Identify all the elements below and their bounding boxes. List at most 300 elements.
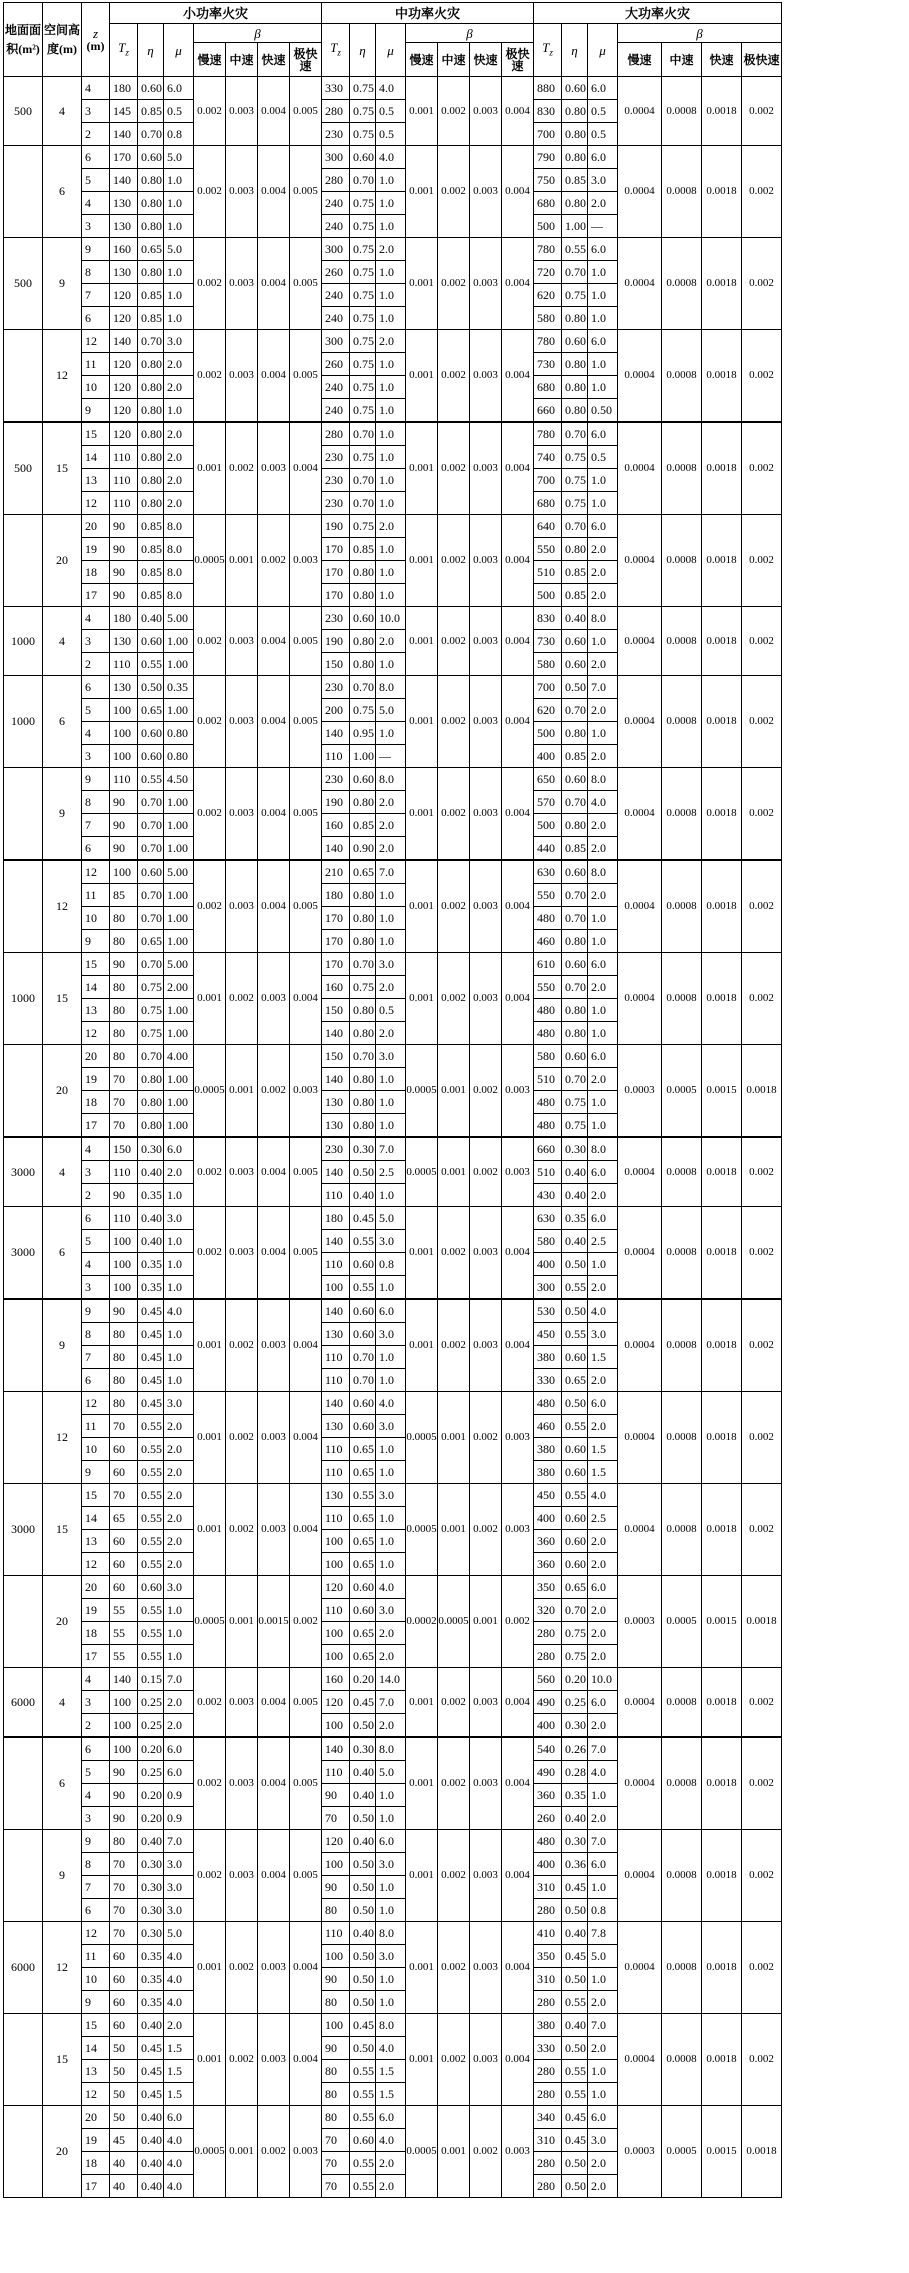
value-cell: 0.50: [562, 1253, 588, 1276]
value-cell: 0.8: [376, 1253, 406, 1276]
z-cell: 14: [82, 1507, 110, 1530]
value-cell: 0.60: [562, 1461, 588, 1484]
value-cell: 1.00: [164, 907, 194, 930]
height-cell: 9: [43, 1830, 82, 1922]
value-cell: 0.60: [562, 653, 588, 676]
z-cell: 18: [82, 2152, 110, 2175]
value-cell: 0.75: [350, 284, 376, 307]
beta-cell: 0.002: [742, 1668, 782, 1738]
value-cell: 0.75: [562, 1645, 588, 1668]
value-cell: 0.75: [350, 238, 376, 261]
value-cell: 1.0: [588, 999, 618, 1022]
value-cell: 500: [534, 215, 562, 238]
beta-cell: 0.0005: [438, 1576, 470, 1668]
value-cell: 0.50: [350, 1899, 376, 1922]
beta-cell: 0.004: [502, 146, 534, 238]
value-cell: 0.60: [138, 1576, 164, 1599]
beta-cell: 0.004: [258, 238, 290, 330]
value-cell: 0.55: [562, 1276, 588, 1300]
value-cell: 0.60: [562, 768, 588, 791]
value-cell: 1.0: [164, 261, 194, 284]
value-cell: 55: [110, 1599, 138, 1622]
value-cell: 3.0: [376, 1484, 406, 1507]
value-cell: 0.80: [138, 446, 164, 469]
table-row: [4, 77, 782, 100]
value-cell: 0.70: [138, 123, 164, 146]
value-cell: 1.0: [376, 1346, 406, 1369]
value-cell: 4.0: [376, 77, 406, 100]
value-cell: 0.20: [138, 1737, 164, 1761]
z-cell: 7: [82, 284, 110, 307]
value-cell: 0.55: [350, 2083, 376, 2106]
value-cell: 0.65: [350, 1461, 376, 1484]
value-cell: 0.40: [138, 607, 164, 630]
value-cell: 0.55: [138, 1530, 164, 1553]
z-cell: 4: [82, 1137, 110, 1161]
value-cell: 750: [534, 169, 562, 192]
value-cell: 2.0: [588, 1599, 618, 1622]
value-cell: 90: [110, 538, 138, 561]
value-cell: 0.55: [138, 1553, 164, 1576]
value-cell: 240: [322, 192, 350, 215]
value-cell: 160: [322, 976, 350, 999]
value-cell: 2.0: [164, 1161, 194, 1184]
eta-header: η: [350, 24, 376, 77]
beta-cell: 0.0008: [662, 146, 702, 238]
z-cell: 7: [82, 1346, 110, 1369]
beta-cell: 0.0018: [702, 1299, 742, 1392]
value-cell: 3.0: [376, 1945, 406, 1968]
value-cell: 0.35: [562, 1784, 588, 1807]
area-cell: 1000: [4, 607, 43, 676]
value-cell: 0.65: [562, 1576, 588, 1599]
value-cell: 0.45: [562, 1876, 588, 1899]
value-cell: 1.0: [376, 1807, 406, 1830]
beta-cell: 0.0008: [662, 676, 702, 768]
value-cell: 110: [322, 1461, 350, 1484]
value-cell: 2.0: [376, 2152, 406, 2175]
beta-cell: 0.001: [194, 2014, 226, 2106]
beta-speed-header: 快速: [470, 43, 502, 77]
beta-cell: 0.0018: [702, 77, 742, 146]
beta-cell: 0.004: [502, 330, 534, 423]
z-cell: 15: [82, 422, 110, 446]
value-cell: 360: [534, 1530, 562, 1553]
value-cell: 6.0: [164, 1737, 194, 1761]
value-cell: 0.70: [350, 1346, 376, 1369]
beta-cell: 0.002: [502, 1576, 534, 1668]
beta-cell: 0.0004: [618, 607, 662, 676]
medium-fire-group-header: 中功率火灾: [322, 3, 534, 24]
beta-cell: 0.0004: [618, 77, 662, 146]
value-cell: 4.0: [588, 1299, 618, 1323]
beta-cell: 0.004: [502, 238, 534, 330]
beta-cell: 0.0005: [662, 1576, 702, 1668]
z-cell: 17: [82, 1114, 110, 1138]
eta-header: η: [562, 24, 588, 77]
eta-header: η: [138, 24, 164, 77]
value-cell: 0.60: [138, 860, 164, 884]
beta-cell: 0.003: [470, 607, 502, 676]
height-cell: 12: [43, 1922, 82, 2014]
value-cell: 1.0: [588, 1968, 618, 1991]
value-cell: 0.65: [350, 1553, 376, 1576]
value-cell: 110: [110, 446, 138, 469]
beta-cell: 0.004: [290, 1484, 322, 1576]
value-cell: 80: [110, 1392, 138, 1415]
value-cell: 0.80: [350, 1091, 376, 1114]
beta-cell: 0.0004: [618, 1299, 662, 1392]
value-cell: 0.35: [138, 1276, 164, 1300]
beta-cell: 0.004: [502, 676, 534, 768]
value-cell: 8.0: [376, 1737, 406, 1761]
beta-cell: 0.0018: [702, 860, 742, 953]
value-cell: 0.80: [138, 261, 164, 284]
value-cell: 0.35: [138, 1968, 164, 1991]
value-cell: 6.0: [164, 1761, 194, 1784]
z-cell: 6: [82, 1737, 110, 1761]
value-cell: 580: [534, 1230, 562, 1253]
value-cell: 0.70: [138, 884, 164, 907]
value-cell: 0.20: [350, 1668, 376, 1691]
value-cell: 140: [322, 1299, 350, 1323]
value-cell: 1.0: [376, 1968, 406, 1991]
value-cell: 100: [322, 2014, 350, 2037]
value-cell: 3.0: [164, 1207, 194, 1230]
beta-cell: 0.0018: [742, 1045, 782, 1138]
beta-cell: 0.002: [194, 77, 226, 146]
beta-cell: 0.002: [438, 1737, 470, 1830]
value-cell: 0.80: [138, 399, 164, 423]
table-row: [4, 146, 782, 169]
value-cell: 620: [534, 699, 562, 722]
value-cell: 130: [322, 1091, 350, 1114]
value-cell: 4.0: [376, 2129, 406, 2152]
beta-cell: 0.003: [470, 422, 502, 515]
value-cell: 0.40: [562, 1230, 588, 1253]
value-cell: 90: [110, 1807, 138, 1830]
beta-cell: 0.002: [226, 1922, 258, 2014]
value-cell: 10.0: [588, 1668, 618, 1691]
value-cell: 0.28: [562, 1761, 588, 1784]
value-cell: 780: [534, 330, 562, 353]
beta-header: β: [618, 24, 782, 43]
value-cell: 2.0: [588, 561, 618, 584]
value-cell: 0.75: [562, 1091, 588, 1114]
value-cell: 1.00: [164, 884, 194, 907]
value-cell: 130: [110, 261, 138, 284]
z-cell: 8: [82, 261, 110, 284]
value-cell: 0.75: [350, 446, 376, 469]
beta-cell: 0.002: [742, 422, 782, 515]
value-cell: 0.30: [138, 1853, 164, 1876]
table-row: [4, 238, 782, 261]
beta-cell: 0.004: [502, 1737, 534, 1830]
value-cell: 0.50: [562, 2152, 588, 2175]
value-cell: 1.0: [164, 169, 194, 192]
value-cell: 0.30: [562, 1137, 588, 1161]
value-cell: 1.00: [350, 745, 376, 768]
beta-cell: 0.002: [438, 2014, 470, 2106]
beta-cell: 0.003: [258, 953, 290, 1045]
beta-cell: 0.003: [470, 146, 502, 238]
z-cell: 20: [82, 1576, 110, 1599]
value-cell: 130: [322, 1323, 350, 1346]
beta-cell: 0.003: [470, 860, 502, 953]
value-cell: 110: [322, 1507, 350, 1530]
value-cell: 0.55: [562, 1484, 588, 1507]
beta-cell: 0.004: [258, 1737, 290, 1830]
value-cell: 400: [534, 1507, 562, 1530]
value-cell: 110: [322, 1438, 350, 1461]
z-cell: 3: [82, 630, 110, 653]
value-cell: 1.0: [376, 1553, 406, 1576]
value-cell: 2.0: [588, 1369, 618, 1392]
value-cell: 0.75: [350, 215, 376, 238]
value-cell: 130: [322, 1114, 350, 1138]
beta-cell: 0.002: [438, 1299, 470, 1392]
table-row: [4, 1299, 782, 1323]
value-cell: 2.0: [164, 1507, 194, 1530]
z-cell: 4: [82, 192, 110, 215]
value-cell: 6.0: [588, 1576, 618, 1599]
beta-cell: 0.001: [438, 1484, 470, 1576]
value-cell: 85: [110, 884, 138, 907]
value-cell: 0.60: [138, 630, 164, 653]
beta-speed-header: 慢速: [618, 43, 662, 77]
value-cell: 0.40: [138, 2152, 164, 2175]
beta-cell: 0.003: [226, 1737, 258, 1830]
beta-cell: 0.003: [502, 1484, 534, 1576]
value-cell: 260: [534, 1807, 562, 1830]
value-cell: 330: [322, 77, 350, 100]
value-cell: 3.0: [588, 1323, 618, 1346]
beta-cell: 0.005: [290, 1207, 322, 1300]
area-cell: [4, 1392, 43, 1484]
value-cell: 0.85: [138, 538, 164, 561]
value-cell: 120: [110, 307, 138, 330]
beta-cell: 0.004: [502, 515, 534, 607]
value-cell: 0.40: [562, 1922, 588, 1945]
beta-cell: 0.003: [470, 238, 502, 330]
beta-cell: 0.002: [194, 1737, 226, 1830]
value-cell: 0.50: [562, 1392, 588, 1415]
beta-cell: 0.005: [290, 1830, 322, 1922]
value-cell: 1.00: [164, 653, 194, 676]
beta-cell: 0.002: [226, 2014, 258, 2106]
beta-cell: 0.004: [258, 768, 290, 861]
value-cell: 1.0: [164, 284, 194, 307]
z-cell: 6: [82, 146, 110, 169]
value-cell: 240: [322, 215, 350, 238]
value-cell: 0.80: [562, 999, 588, 1022]
beta-cell: 0.0005: [194, 2106, 226, 2198]
value-cell: 7.0: [588, 1737, 618, 1761]
value-cell: 55: [110, 1622, 138, 1645]
value-cell: 5.0: [588, 1945, 618, 1968]
area-cell: 1000: [4, 676, 43, 768]
value-cell: 0.40: [138, 1207, 164, 1230]
beta-cell: 0.0018: [702, 1737, 742, 1830]
value-cell: 260: [322, 353, 350, 376]
value-cell: 3.0: [376, 1323, 406, 1346]
value-cell: 0.55: [138, 1599, 164, 1622]
value-cell: 0.70: [138, 330, 164, 353]
value-cell: 80: [110, 1346, 138, 1369]
value-cell: 130: [110, 215, 138, 238]
value-cell: 1.0: [376, 1438, 406, 1461]
value-cell: 6.0: [588, 1045, 618, 1068]
value-cell: 240: [322, 307, 350, 330]
value-cell: 2.0: [588, 1645, 618, 1668]
beta-header: β: [406, 24, 534, 43]
beta-cell: 0.002: [742, 1830, 782, 1922]
z-cell: 2: [82, 123, 110, 146]
beta-cell: 0.0015: [702, 1576, 742, 1668]
value-cell: 0.60: [562, 77, 588, 100]
beta-cell: 0.002: [438, 1207, 470, 1300]
value-cell: 350: [534, 1945, 562, 1968]
value-cell: 2.0: [588, 584, 618, 607]
value-cell: 6.0: [376, 1830, 406, 1853]
value-cell: 140: [322, 1737, 350, 1761]
beta-cell: 0.0008: [662, 330, 702, 423]
value-cell: 2.0: [164, 422, 194, 446]
value-cell: 0.80: [562, 307, 588, 330]
value-cell: 2.0: [588, 837, 618, 861]
value-cell: 150: [110, 1137, 138, 1161]
value-cell: 280: [534, 2175, 562, 2198]
value-cell: 0.36: [562, 1853, 588, 1876]
value-cell: 0.60: [562, 1553, 588, 1576]
value-cell: 2.0: [588, 1622, 618, 1645]
value-cell: 0.55: [138, 768, 164, 791]
beta-cell: 0.0008: [662, 77, 702, 146]
value-cell: 0.60: [350, 1299, 376, 1323]
value-cell: 90: [322, 1968, 350, 1991]
value-cell: 0.20: [138, 1807, 164, 1830]
value-cell: 130: [110, 676, 138, 699]
z-cell: 6: [82, 1899, 110, 1922]
value-cell: 90: [322, 1876, 350, 1899]
beta-cell: 0.0018: [702, 422, 742, 515]
value-cell: 400: [534, 1253, 562, 1276]
value-cell: 1.0: [164, 1369, 194, 1392]
beta-cell: 0.002: [742, 607, 782, 676]
height-cell: 6: [43, 1737, 82, 1830]
value-cell: 0.50: [350, 1853, 376, 1876]
value-cell: 2.0: [588, 1415, 618, 1438]
value-cell: 2.0: [588, 699, 618, 722]
beta-cell: 0.002: [226, 1484, 258, 1576]
value-cell: 100: [110, 1737, 138, 1761]
beta-cell: 0.002: [438, 422, 470, 515]
value-cell: 1.0: [376, 1461, 406, 1484]
value-cell: 0.80: [350, 630, 376, 653]
tz-symbol: T: [330, 39, 338, 55]
value-cell: 70: [110, 1114, 138, 1138]
table-row: [4, 1137, 782, 1161]
value-cell: 1.0: [376, 1068, 406, 1091]
value-cell: 550: [534, 538, 562, 561]
value-cell: 320: [534, 1599, 562, 1622]
value-cell: 1.0: [376, 561, 406, 584]
value-cell: 720: [534, 261, 562, 284]
value-cell: 310: [534, 1876, 562, 1899]
value-cell: 7.8: [588, 1922, 618, 1945]
z-cell: 9: [82, 1299, 110, 1323]
value-cell: —: [588, 215, 618, 238]
z-cell: 9: [82, 768, 110, 791]
beta-cell: 0.002: [226, 953, 258, 1045]
beta-cell: 0.0004: [618, 1737, 662, 1830]
beta-cell: 0.0018: [702, 768, 742, 861]
value-cell: 90: [110, 561, 138, 584]
beta-cell: 0.0005: [662, 1045, 702, 1138]
z-cell: 11: [82, 353, 110, 376]
beta-cell: 0.0003: [618, 1045, 662, 1138]
value-cell: 0.80: [350, 884, 376, 907]
value-cell: 1.0: [376, 446, 406, 469]
z-cell: 13: [82, 999, 110, 1022]
value-cell: 560: [534, 1668, 562, 1691]
value-cell: 1.00: [164, 699, 194, 722]
value-cell: 1.0: [588, 284, 618, 307]
value-cell: 1.5: [164, 2060, 194, 2083]
z-cell: 12: [82, 1022, 110, 1045]
beta-cell: 0.002: [742, 2014, 782, 2106]
value-cell: 8.0: [588, 607, 618, 630]
value-cell: 0.50: [562, 2037, 588, 2060]
value-cell: 160: [322, 1668, 350, 1691]
beta-cell: 0.003: [226, 860, 258, 953]
value-cell: 6.0: [588, 422, 618, 446]
value-cell: 330: [534, 2037, 562, 2060]
z-cell: 5: [82, 1230, 110, 1253]
value-cell: 1.0: [588, 2083, 618, 2106]
value-cell: 1.0: [164, 307, 194, 330]
value-cell: 150: [322, 1045, 350, 1068]
beta-cell: 0.002: [438, 1668, 470, 1738]
value-cell: 400: [534, 1714, 562, 1738]
z-cell: 18: [82, 1091, 110, 1114]
value-cell: 110: [110, 1161, 138, 1184]
value-cell: 0.50: [350, 1876, 376, 1899]
value-cell: 2.0: [376, 1645, 406, 1668]
value-cell: 0.65: [350, 860, 376, 884]
value-cell: 650: [534, 768, 562, 791]
value-cell: 380: [534, 1346, 562, 1369]
value-cell: 3.0: [164, 1576, 194, 1599]
table-row: [4, 1045, 782, 1068]
value-cell: 100: [322, 1853, 350, 1876]
value-cell: 100: [110, 699, 138, 722]
value-cell: 5.0: [164, 1922, 194, 1945]
value-cell: 50: [110, 2083, 138, 2106]
value-cell: 0.40: [350, 1761, 376, 1784]
beta-cell: 0.0018: [702, 515, 742, 607]
value-cell: 100: [110, 722, 138, 745]
beta-cell: 0.002: [438, 238, 470, 330]
value-cell: 2.0: [376, 1714, 406, 1738]
value-cell: 3.0: [376, 1599, 406, 1622]
z-cell: 9: [82, 1991, 110, 2014]
value-cell: 1.0: [588, 469, 618, 492]
tz-header: [322, 24, 350, 77]
value-cell: 1.0: [376, 1876, 406, 1899]
value-cell: 2.0: [164, 1691, 194, 1714]
value-cell: 550: [534, 976, 562, 999]
